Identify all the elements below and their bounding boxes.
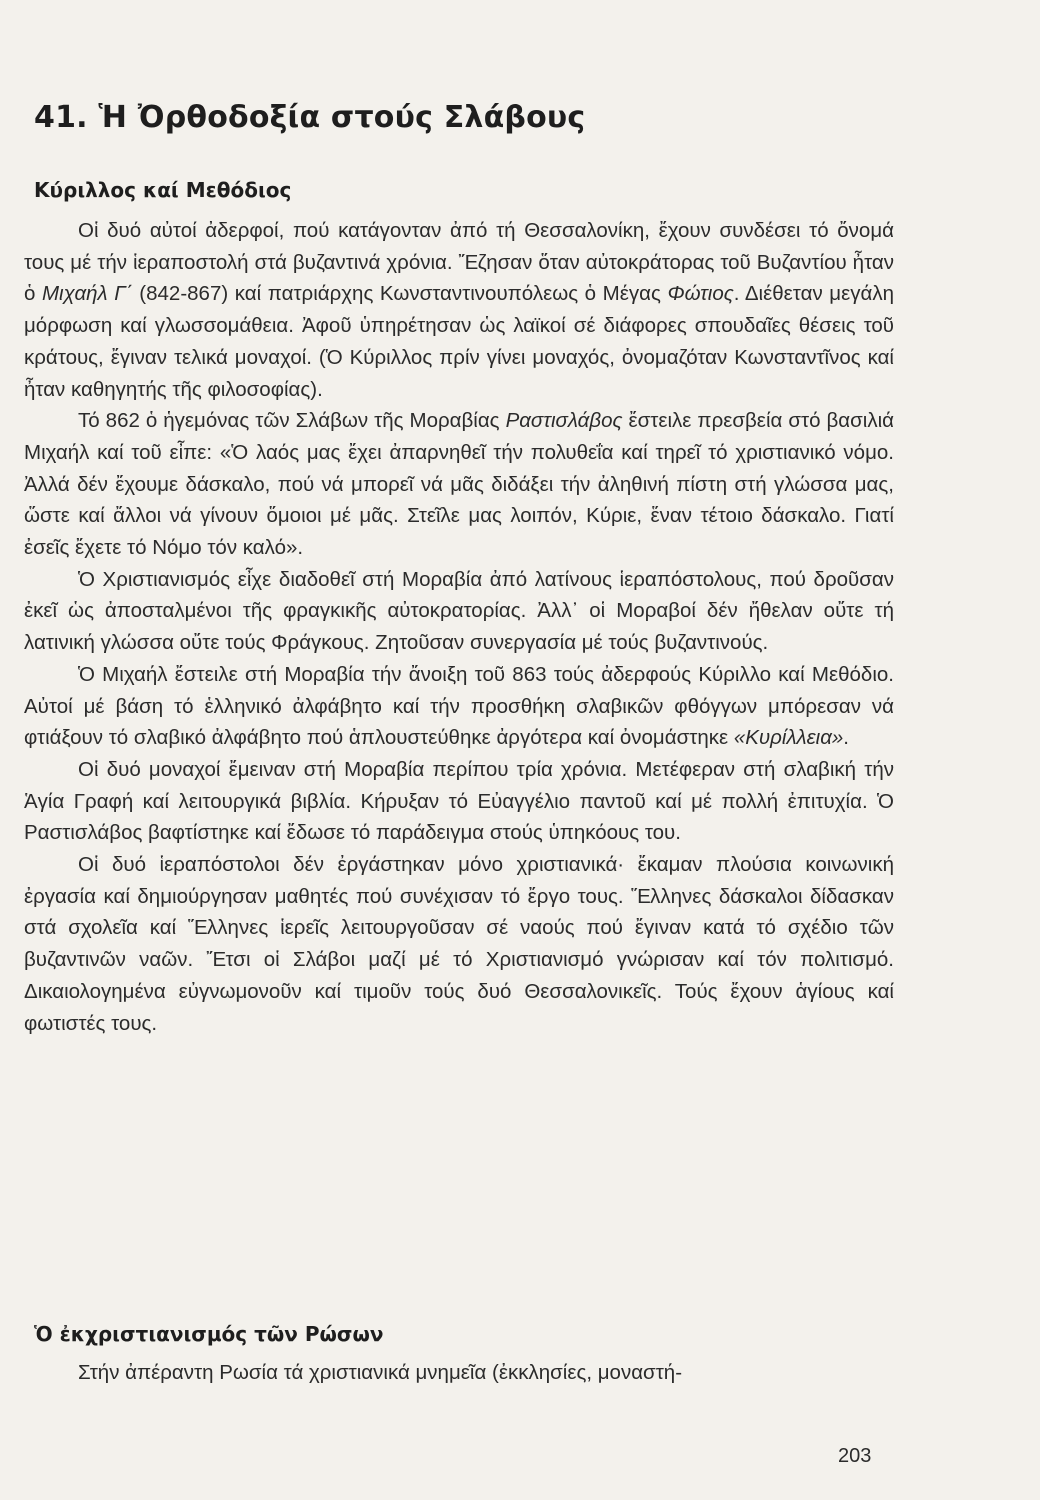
paragraph: Οἱ δυό μοναχοί ἔμειναν στή Μοραβία περίπου τρία χρόνια. Μετέφεραν στή σλαβική τήν Ἁγία Γραφή καί λειτουργικά βιβλία. Κήρυξαν τό Εὐαγγέλιο παντοῦ καί μέ πολλή ἐπιτυχία. Ὁ Ραστισλάβος βαφτίστηκε καί ἔδωσε τό παράδειγμα στούς ὑπηκόους του. [24, 757, 894, 845]
paragraph: Στήν ἀπέραντη Ρωσία τά χριστιανικά μνημεῖα (ἐκκλησίες, μοναστή- [78, 1361, 683, 1384]
section-heading-kyrillos-methodios: Κύριλλος καί Μεθόδιος [34, 178, 292, 202]
paragraph: Ὁ Μιχαήλ ἔστειλε στή Μοραβία τήν ἄνοιξη τοῦ 863 τούς ἀδερφούς Κύριλλο καί Μεθόδιο. Αὐτοί μέ βάση τό ἑλληνικό ἀλφάβητο καί τήν προσθήκη σλαβικῶν φθόγγων μπόρεσαν νά φτιάξουν τό σλαβικό ἀλφάβητο πού ἁπλουστεύθηκε ἀργότερα καί ὀνομάστηκε «Κυρίλλεια». [24, 662, 894, 750]
section-body-russians [24, 1357, 894, 1389]
paragraph: Τό 862 ὁ ἡγεμόνας τῶν Σλάβων τῆς Μοραβίας Ραστισλάβος ἔστειλε πρεσβεία στό βασιλιά Μιχαήλ καί τοῦ εἶπε: «Ὁ λαός μας ἔχει ἀπαρνηθεῖ τήν πολυθεΐα καί τηρεῖ τό χριστιανικό νόμο. Ἀλλά δέν ἔχουμε δάσκαλο, πού νά μπορεῖ νά μᾶς διδάξει τήν ἀληθινή πίστη στή γλώσσα μας, ὥστε καί ἄλλοι νά γίνουν ὅμοιοι μέ μᾶς. Στεῖλε μας λοιπόν, Κύριε, ἕναν τέτοιο δάσκαλο. Γιατί ἐσεῖς ἔχετε τό Νόμο τόν καλό». [24, 409, 895, 560]
ruler-name: Ραστισλάβος [505, 409, 623, 433]
section-heading-russians: Ὁ ἐκχριστιανισμός τῶν Ρώσων [34, 1322, 384, 1346]
emperor-name: Μιχαήλ Γ΄ [41, 282, 133, 306]
patriarch-name: Φώτιος [667, 282, 734, 306]
alphabet-name: «Κυρίλλεια» [733, 726, 844, 750]
section-body-kyrillos-methodios [24, 215, 894, 1039]
page-number: 203 [838, 1445, 872, 1467]
paragraph: Οἱ δυό αὐτοί ἀδερφοί, πού κατάγονταν ἀπό τή Θεσσαλονίκη, ἔχουν συνδέσει τό ὄνομά τους μέ τήν ἱεραποστολή στά βυζαντινά χρόνια. Ἔζησαν ὅταν αὐτοκράτορας τοῦ Βυζαντίου ἦταν ὁ Μιχαήλ Γ΄ (842-867) καί πατριάρχης Κωνσταντινουπόλεως ὁ Μέγας Φώτιος. Διέθεταν μεγάλη μόρφωση καί γλωσσομάθεια. Ἀφοῦ ὑπηρέτησαν ὡς λαϊκοί σέ διάφορες σπουδαῖες θέσεις τοῦ κράτους, ἔγιναν τελικά μοναχοί. (Ὁ Κύριλλος πρίν γίνει μοναχός, ὀνομαζόταν Κωνσταντῖνος καί ἦταν καθηγητής τῆς φιλοσοφίας). [24, 219, 894, 401]
chapter-title: 41. Ἡ Ὀρθοδοξία στούς Σλάβους [34, 100, 586, 135]
paragraph: Ὁ Χριστιανισμός εἶχε διαδοθεῖ στή Μοραβία ἀπό λατίνους ἱεραπόστολους, πού δροῦσαν ἐκεῖ ὡς ἀποσταλμένοι τῆς φραγκικῆς αὐτοκρατορίας. Ἀλλ᾽ οἱ Μοραβοί δέν ἤθελαν οὔτε τή λατινική γλώσσα οὔτε τούς Φράγκους. Ζητοῦσαν συνεργασία μέ τούς βυζαντινούς. [24, 567, 894, 655]
paragraph: Οἱ δυό ἱεραπόστολοι δέν ἐργάστηκαν μόνο χριστιανικά· ἔκαμαν πλούσια κοινωνική ἐργασία καί δημιούργησαν μαθητές πού συνέχισαν τό ἔργο τους. Ἕλληνες δάσκαλοι δίδασκαν στά σχολεῖα καί Ἕλληνες ἱερεῖς λειτουργοῦσαν σέ ναούς πού ἔγιναν κατά τό σχέδιο τῶν βυζαντινῶν ναῶν. Ἔτσι οἱ Σλάβοι μαζί μέ τό Χριστιανισμό γνώρισαν καί τόν πολιτισμό. Δικαιολογημένα εὐγνωμονοῦν καί τιμοῦν τούς δυό Θεσσαλονικεῖς. Τούς ἔχουν ἁγίους καί φωτιστές τους. [24, 853, 894, 1035]
